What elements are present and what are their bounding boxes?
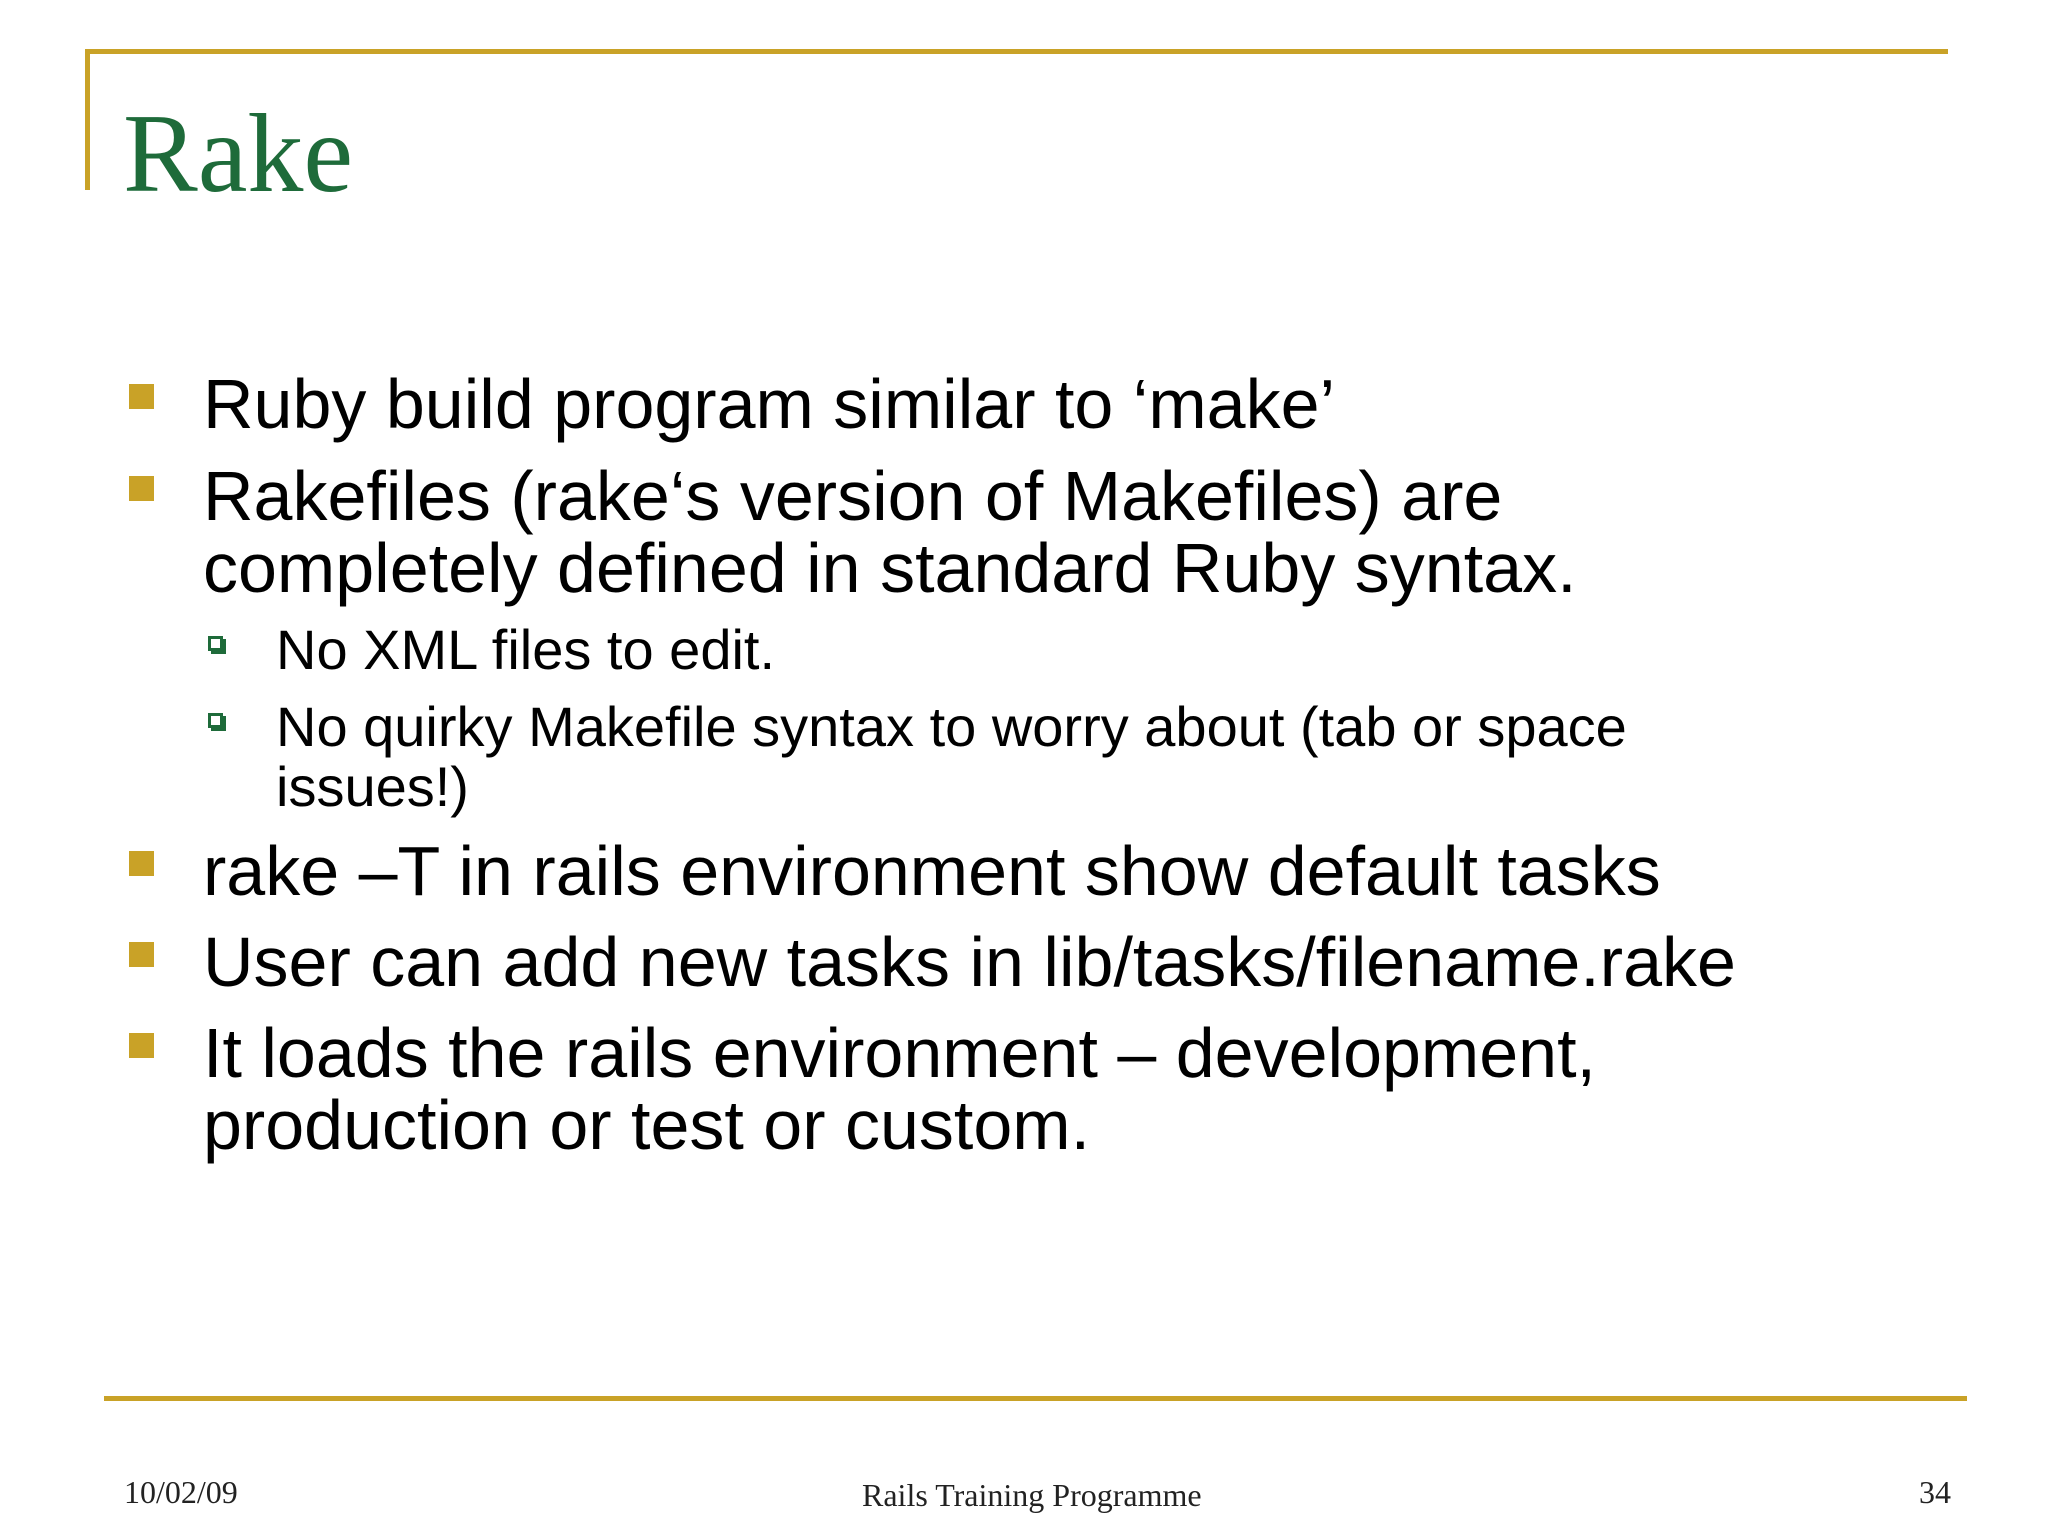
slide-title: Rake [123, 92, 354, 216]
square-bullet-icon [129, 476, 154, 501]
bullet-text-line: Ruby build program similar to ‘make’ [203, 365, 1336, 443]
bullet-text-line: User can add new tasks in lib/tasks/filename.rake [203, 923, 1736, 1001]
sub-bullet-text-line: No quirky Makefile syntax to worry about (tab or space [276, 695, 1627, 758]
sub-bullet-text-line: No XML files to edit. [276, 618, 776, 681]
square-bullet-icon [129, 942, 154, 967]
sub-bullet-text-line: issues!) [276, 755, 469, 818]
bullet-text-line: It loads the rails environment – development, [203, 1014, 1596, 1092]
hollow-square-bullet-icon [208, 636, 223, 651]
footer-date: 10/02/09 [124, 1474, 238, 1510]
bullet-text-line: rake –T in rails environment show default tasks [203, 832, 1661, 910]
page-number: 34 [1919, 1474, 1951, 1510]
hollow-square-bullet-icon [208, 713, 223, 728]
bullet-text-line: Rakefiles (rake‘s version of Makefiles) are [203, 457, 1503, 535]
square-bullet-icon [129, 384, 154, 409]
footer-title: Rails Training Programme [862, 1477, 1202, 1513]
bullet-text-line: production or test or custom. [203, 1086, 1091, 1164]
footer-rule [104, 1396, 1967, 1401]
square-bullet-icon [129, 1033, 154, 1058]
bullet-text-line: completely defined in standard Ruby syntax. [203, 529, 1577, 607]
square-bullet-icon [129, 851, 154, 876]
